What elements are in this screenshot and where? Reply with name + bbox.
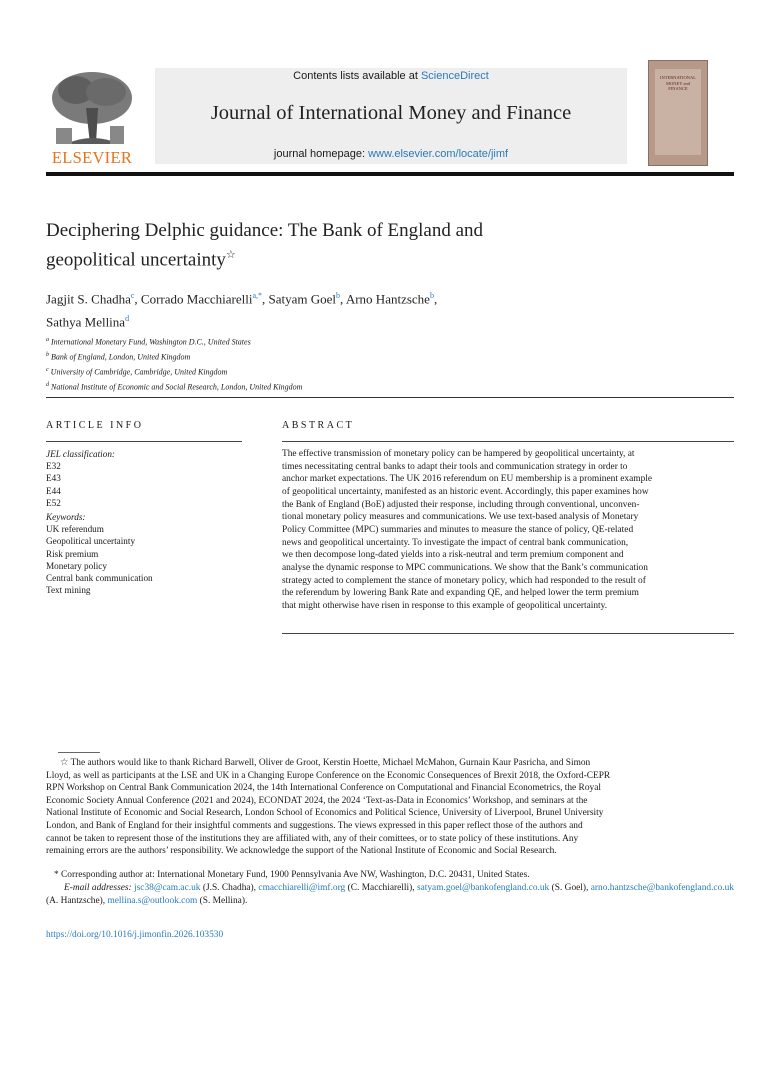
author-name: Satyam Goel xyxy=(268,291,337,307)
abstract-bottom-rule xyxy=(282,633,734,634)
email-link[interactable]: jsc38@cam.ac.uk xyxy=(134,883,201,893)
email-owner: (J.S. Chadha), xyxy=(200,883,259,893)
email-link[interactable]: satyam.goel@bankofengland.co.uk xyxy=(416,883,550,893)
affiliation-text: National Institute of Economic and Social Research, London, United Kingdom xyxy=(51,383,303,393)
abstract-line: news and geopolitical uncertainty. To investigate the impact of central bank communication, xyxy=(282,537,629,548)
keyword: Text mining xyxy=(46,585,91,596)
publisher-name: ELSEVIER xyxy=(51,148,133,167)
email-owner: (S. Goel), xyxy=(549,883,591,893)
author-separator: , xyxy=(262,291,269,307)
footnote-line: London, and Bank of England for their insightful comments and suggestions. The views expressed in this paper reflect those of the authors and xyxy=(46,820,583,831)
abstract-line: of geopolitical uncertainty, manifested as an historic event. Accordingly, this paper examines how xyxy=(282,486,649,497)
jel-code: E43 xyxy=(46,473,61,484)
footnote-line: cannot be taken to represent those of the institutions they are affiliated with, any of their comittees, or to state policy of these institutions. Any xyxy=(46,833,579,844)
abstract-body xyxy=(282,448,734,613)
email-owner: (S. Mellina). xyxy=(197,895,248,906)
keyword: Central bank communication xyxy=(46,573,153,584)
homepage-line xyxy=(155,148,627,160)
keywords-label: Keywords: xyxy=(46,512,86,523)
doi-link[interactable]: https://doi.org/10.1016/j.jimonfin.2026.103530 xyxy=(46,930,224,940)
author-separator: , xyxy=(340,291,346,307)
author-name: Sathya Mellina xyxy=(46,314,126,330)
affiliation-mark: b xyxy=(46,352,49,359)
author-affil-mark[interactable]: c xyxy=(130,291,135,300)
keyword: Monetary policy xyxy=(46,560,107,571)
cover-title: INTERNATIONAL MONEY and FINANCE xyxy=(660,75,696,91)
affiliation-mark: a xyxy=(46,337,49,343)
abstract-line: that might otherwise have risen in response to this example of geopolitical uncertainty. xyxy=(282,600,608,611)
footnote-line: Lloyd, as well as participants at the LSE and UK in a Changing Europe Conference on the Economic Consequences of Brexit 2018, the Oxford-CEPR xyxy=(46,770,611,781)
author-affil-mark[interactable]: a,* xyxy=(252,291,263,300)
abstract-line: The effective transmission of monetary policy can be hampered by geopolitical uncertainty, at xyxy=(282,449,635,459)
journal-banner xyxy=(155,68,627,164)
corresponding-author-note: * Corresponding author at: International Monetary Fund, 1900 Pennsylvania Ave NW, Washington, D.C. 20431, United States. xyxy=(54,870,530,880)
title-line-2: geopolitical uncertainty xyxy=(46,249,226,271)
affiliation-mark: d xyxy=(46,382,49,389)
abstract-line: the Bank of England (BoE) adjusted their response, including through conventional, unconven- xyxy=(282,499,640,510)
email-owner: (C. Macchiarelli), xyxy=(345,883,417,893)
email-label: E-mail addresses: xyxy=(64,883,132,893)
footnote-rule xyxy=(58,752,100,753)
affiliation-text: University of Cambridge, Cambridge, United Kingdom xyxy=(50,367,228,377)
jel-label: JEL classification: xyxy=(46,449,115,459)
journal-title: Journal of International Money and Finance xyxy=(210,102,572,124)
author-affil-mark[interactable]: d xyxy=(125,314,130,324)
sciencedirect-link[interactable]: ScienceDirect xyxy=(420,70,489,82)
journal-cover-thumbnail xyxy=(648,60,708,166)
jel-code: E52 xyxy=(46,497,61,508)
title-line-1: Deciphering Delphic guidance: The Bank of England and xyxy=(46,220,484,241)
affiliation-list xyxy=(46,334,646,395)
keyword: Risk premium xyxy=(46,548,99,559)
section-rule xyxy=(46,397,734,398)
article-info-heading: ARTICLE INFO xyxy=(46,420,144,431)
abstract-line: the referendum by lowering Bank Rate and expanding QE, and helped lower the term premium xyxy=(282,588,639,599)
contents-line xyxy=(155,70,627,82)
acknowledgement-footnote xyxy=(46,757,734,858)
abstract-line: analyse the dynamic response to MPC communications. We show that the Bank’s communication xyxy=(282,562,648,573)
abstract-heading: ABSTRACT xyxy=(282,420,355,431)
email-owner: (A. Hantzsche), xyxy=(46,895,108,906)
footnote-line: ☆ The authors would like to thank Richard Barwell, Oliver de Groot, Kerstin Hoette, Michael McMahon, Gurnain Kaur Pasricha, and Simon xyxy=(60,758,591,768)
email-link[interactable]: arno.hantzsche@bankofengland.co.uk xyxy=(590,883,734,893)
paper-title xyxy=(46,218,646,272)
abstract-line: we then decompose long-dated yields into a risk-neutral and term premium component and xyxy=(282,550,624,561)
keyword: Geopolitical uncertainty xyxy=(46,536,136,547)
email-link[interactable]: cmacchiarelli@imf.org xyxy=(258,883,346,893)
author-affil-mark[interactable]: b xyxy=(429,291,434,300)
affiliation-item xyxy=(46,364,646,379)
footnote-line: remaining errors are the authors’ responsibility. We acknowledge the support of the National Institute of Economic and Social Research. xyxy=(46,846,557,857)
homepage-prefix: journal homepage: xyxy=(273,148,369,160)
abstract-line: Policy Committee (MPC) summaries and minutes to measure the stance of policy, QE-related xyxy=(282,524,634,535)
footnote-line: RPN Workshop on Central Bank Communication 2024, the 14th International Conference on Computational and Financial Econometrics, the Royal xyxy=(46,783,601,794)
author-name: Arno Hantzsche xyxy=(345,291,430,307)
abstract-line: times necessitating central banks to adapt their tools and communication strategy in order to xyxy=(282,461,628,472)
author-name: Jagjit S. Chadha xyxy=(46,291,131,307)
journal-homepage-link[interactable]: www.elsevier.com/locate/jimf xyxy=(368,148,509,160)
author-name: Corrado Macchiarelli xyxy=(140,291,253,307)
affiliation-item xyxy=(46,379,646,394)
author-separator: , xyxy=(433,291,438,307)
affiliation-mark: c xyxy=(46,367,49,374)
footnote-line: National Institute of Economic and Social Research, London School of Economics and Political Science, University of Liverpool, Brunel University xyxy=(46,808,604,819)
abstract-line: strategy acted to complement the stance of monetary policy, which had responded to the result of xyxy=(282,575,646,586)
affiliation-item xyxy=(46,334,646,349)
keyword: UK referendum xyxy=(46,524,104,535)
article-info-rule xyxy=(46,441,242,442)
affiliation-item xyxy=(46,349,646,364)
footnote-line: Economic Society Annual Conference (2021 and 2024), ECONDAT 2024, the 2024 ‘Text-as-Data in Economics’ Workshop, and seminars at the xyxy=(46,795,588,806)
author-list xyxy=(46,286,646,333)
author-separator: , xyxy=(134,291,141,307)
jel-code: E32 xyxy=(46,461,61,472)
contents-prefix: Contents lists available at xyxy=(293,70,421,82)
affiliation-text: Bank of England, London, United Kingdom xyxy=(51,352,191,362)
abstract-line: anchor market expectations. The UK 2016 referendum on EU membership is a prominent example xyxy=(282,474,653,485)
email-link[interactable]: mellina.s@outlook.com xyxy=(107,895,198,906)
jel-code: E44 xyxy=(46,485,61,496)
header-rule xyxy=(46,172,734,176)
email-addresses xyxy=(46,882,734,907)
article-info-body xyxy=(46,448,242,596)
abstract-line: tional monetary policy measures and communications. We use text-based analysis of Monetary xyxy=(282,512,639,523)
author-affil-mark[interactable]: b xyxy=(336,291,341,300)
abstract-rule xyxy=(282,441,734,442)
title-footnote-star[interactable]: ☆ xyxy=(225,249,236,261)
affiliation-text: International Monetary Fund, Washington D.C., United States xyxy=(51,337,251,347)
elsevier-logo xyxy=(46,68,138,166)
